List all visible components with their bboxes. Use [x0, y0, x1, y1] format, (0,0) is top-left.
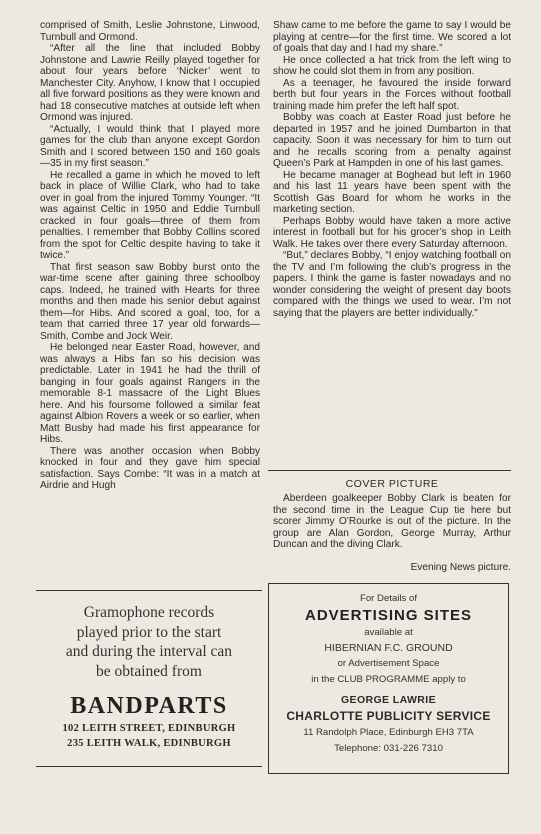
article-paragraph: “Actually, I would think that I played more games for the club than anyone except Gordon Smith and I scored between 150 and 160 goals—35 in my first season.” — [40, 123, 260, 169]
advert-line: played prior to the start — [76, 623, 222, 641]
advertising-sites-advert — [268, 583, 509, 774]
article-paragraph: Bobby was coach at Easter Road just before he departed in 1957 and he joined Dumbarton in that capacity. Soon it was necessary for him to turn out and he recalls scoring from a penalty against Queen’s Park at Hampden in one of his last games. — [273, 112, 511, 169]
company-address: 11 Randolph Place, Edinburgh EH3 7TA — [303, 727, 474, 738]
contact-name: GEORGE LAWRIE — [340, 694, 437, 706]
advertising-sites-headline: ADVERTISING SITES — [304, 607, 473, 624]
article-paragraph: There was another occasion when Bobby knocked in four and they gave him special satisfaction. Says Combe: “It was in a match at Airdrie and Hugh — [40, 445, 260, 491]
article-left-column — [40, 20, 260, 492]
advert-line: Gramophone records — [83, 604, 215, 621]
advert-line: HIBERNIAN F.C. GROUND — [324, 642, 453, 654]
article-paragraph: comprised of Smith, Leslie Johnstone, Linwood, Turnbull and Ormond. — [40, 20, 260, 43]
article-paragraph: Perhaps Bobby would have taken a more active interest in football but for his grocer’s shop in Leith Walk. He takes over there every Saturday afternoon. — [273, 215, 511, 250]
gramophone-advert — [36, 603, 262, 750]
company-telephone: Telephone: 031-226 7310 — [334, 743, 443, 754]
advert-line: be obtained from — [96, 662, 202, 680]
article-paragraph: Shaw came to me before the game to say I would be playing at centre—for the first time. We scored a lot of goals that day and I had my share.” — [273, 20, 511, 54]
article-paragraph: That first season saw Bobby burst onto the war-time scene after gaining three schoolboy caps. Indeed, he trained with Hearts for three months and then made his senior debut against them—for Hibs. And scored a goal, too, for a team that carried three 17 year old forwards—Smith, Combe and Jock Weir. — [40, 261, 260, 342]
article-paragraph: “After all the line that included Bobby Johnstone and Lawrie Reilly played together for about four years before ‘Nicker’ went to Manchester City. Anyhow, I know that I occupied all five forward positions as they were known and had 18 consecutive matches at outside left when Ormond was injured. — [40, 43, 260, 123]
advert-line: or Advertisement Space — [337, 658, 440, 669]
advert-line: For Details of — [359, 593, 418, 604]
cover-picture-caption — [273, 493, 511, 551]
cover-caption-text: Aberdeen goalkeeper Bobby Clark is beaten for the second time in the League Cup tie here but scorer Jimmy O’Rourke is out of the picture. In the group are Alan Gordon, George Murray, Arthur Duncan and the diving Clark. — [273, 493, 511, 550]
advert-line: available at — [364, 627, 413, 638]
cover-picture-credit: Evening News picture. — [410, 562, 511, 573]
article-right-column — [273, 20, 511, 319]
bandparts-brand: BANDPARTS — [70, 693, 228, 719]
section-divider — [268, 470, 511, 471]
article-paragraph: As a teenager, he favoured the inside forward berth but four years in the Forces without football training made him prefer the left half spot. — [273, 77, 511, 112]
article-paragraph: He once collected a hat trick from the left wing to show he could slot them in from any position. — [273, 54, 511, 77]
bandparts-address: 102 LEITH STREET, EDINBURGH — [62, 723, 236, 734]
cover-picture-heading: COVER PICTURE — [345, 478, 439, 490]
advert-line: in the CLUB PROGRAMME apply to — [311, 674, 466, 685]
ad-top-divider — [36, 590, 262, 591]
article-paragraph: “But,” declares Bobby, “I enjoy watching football on the TV and I’m following the club’s progress in the papers. I think the game is faster nowadays and no wonder considering the weight of present day boots compared with the things we used to wear. I’m not saying that the players are better individually.” — [273, 250, 511, 319]
article-paragraph: He became manager at Boghead but left in 1960 and his last 11 years have been spent with the Scottish Gas Board for whom he works in the marketing section. — [273, 169, 511, 215]
bandparts-address: 235 LEITH WALK, EDINBURGH — [67, 738, 231, 749]
advert-line: and during the interval can — [65, 643, 233, 660]
company-name: CHARLOTTE PUBLICITY SERVICE — [286, 709, 491, 723]
article-paragraph: He belonged near Easter Road, however, and was always a Hibs fan so his decision was predictable. Later in 1941 he had the thrill of banging in four goals against Rangers in the memorable 8-1 massacre of the Light Blues here. And his foursome followed a similar feat against Albion Rovers a week or so earlier, when Matt Busby had made his first appearance for Hibs. — [40, 342, 260, 445]
ad-bottom-divider — [36, 766, 262, 767]
article-paragraph: He recalled a game in which he moved to left back in place of Willie Clark, who had to take over in goal from the injured Tommy Younger. “It was against Celtic in 1950 and Eddie Turnbull cracked in four goals—three of them from penalties. I remember that Bobby Collins scored from the spot for Celtic despite having to take it twice.” — [40, 169, 260, 261]
